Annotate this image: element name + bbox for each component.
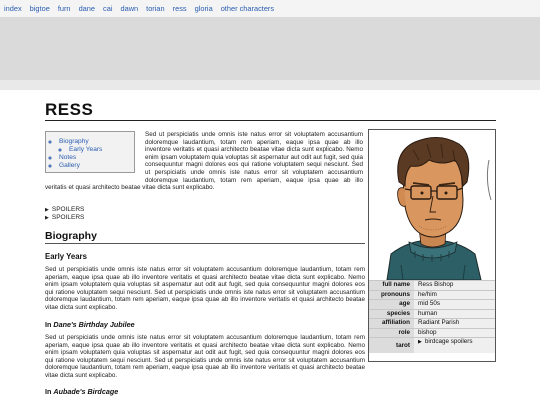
character-portrait [369, 130, 495, 280]
info-label: tarot [369, 338, 414, 353]
character-info-table [369, 280, 495, 353]
header-banner [0, 17, 540, 80]
spoiler-toggle-2[interactable] [45, 214, 84, 221]
info-label: age [369, 300, 414, 309]
early-years-paragraph: Sed ut perspiciatis unde omnis iste natus error sit voluptatem accusantium doloremque laudantium, totam rem aperiam, eaque ipsa quae ab illo inventore veritatis et quasi architecto beatae vitae dicta sunt explicabo. Nemo enim ipsam voluptatem quia voluptas sit aspernatur aut odit aut fugit, sed quia consequuntur magni dolores eos qui ratione voluptatem sequi nesciunt. Sed ut perspiciatis unde omnis iste natus error sit voluptatem accusantium doloremque laudantium, totam rem aperiam, eaque ipsa quae ab illo inventore veritatis et quasi architecto beatae vitae dicta sunt explicabo. [45, 266, 365, 311]
heading-work-title: Dane's Birthday Jubilee [53, 320, 135, 329]
toc-item-gallery[interactable] [59, 162, 134, 170]
toc-link-notes[interactable]: Notes [59, 154, 77, 161]
tarot-spoiler-toggle[interactable] [414, 338, 495, 353]
nav-link-index[interactable]: index [4, 4, 22, 13]
heading-prefix: In [45, 387, 54, 396]
info-label: full name [369, 281, 414, 290]
info-row-pronouns [369, 290, 495, 300]
info-value: human [414, 310, 495, 319]
spoiler-label: SPOILERS [51, 214, 85, 221]
aubade-birdcage-heading [45, 387, 118, 396]
nav-link-gloria[interactable]: gloria [194, 4, 213, 13]
disclosure-triangle-icon: ▶ [45, 207, 49, 213]
info-value: bishop [414, 329, 495, 338]
nav-link-dawn[interactable]: dawn [120, 4, 139, 13]
info-label: pronouns [369, 291, 414, 300]
article-page [0, 90, 540, 405]
nav-link-bigtoe[interactable]: bigtoe [29, 4, 50, 13]
toc-link-early-years[interactable]: Early Years [69, 146, 103, 153]
intro-paragraph: Sed ut perspiciatis unde omnis iste natus error sit voluptatem accusantium doloremque laudantium, totam rem aperiam, eaque ipsa quae ab illo inventore veritatis et quasi architecto beatae vitae dicta sunt explicabo. Nemo enim ipsam voluptatem quia voluptas sit aspernatur aut odit aut fugit, sed quia consequuntur magni dolores eos qui ratione voluptatem sequi nesciunt. Sed ut perspiciatis unde omnis iste natus error sit voluptatem accusantium doloremque laudantium, totam rem aperiam, eaque ipsa quae ab illo [145, 131, 363, 184]
toc-link-biography[interactable]: Biography [59, 138, 89, 145]
nav-link-other-characters[interactable]: other characters [220, 4, 275, 13]
info-value: Radiant Parish [414, 319, 495, 328]
info-label: role [369, 329, 414, 338]
toc-link-gallery[interactable]: Gallery [59, 162, 80, 169]
info-row-tarot [369, 337, 495, 353]
spoiler-toggle-1[interactable] [45, 206, 84, 213]
info-row-full-name [369, 280, 495, 290]
toc-item-early-years[interactable] [69, 146, 134, 154]
table-of-contents [45, 131, 135, 173]
disclosure-triangle-icon: ▶ [418, 339, 422, 345]
heading-prefix: In [45, 320, 54, 329]
early-years-heading: Early Years [45, 252, 87, 261]
toc-item-notes[interactable] [59, 154, 134, 162]
disclosure-triangle-icon: ▶ [45, 215, 49, 221]
title-divider [45, 120, 496, 121]
info-row-age [369, 299, 495, 309]
dane-jubilee-paragraph: Sed ut perspiciatis unde omnis iste natus error sit voluptatem accusantium doloremque laudantium, totam rem aperiam, eaque ipsa quae ab illo inventore veritatis et quasi architecto beatae vitae dicta sunt explicabo. Nemo enim ipsam voluptatem quia voluptas sit aspernatur aut odit aut fugit, sed quia consequuntur magni dolores eos qui ratione voluptatem sequi nesciunt. Sed ut perspiciatis unde omnis iste natus error sit voluptatem accusantium doloremque laudantium, totam rem aperiam, eaque ipsa quae ab illo inventore veritatis et quasi architecto beatae vitae dicta sunt explicabo. [45, 334, 365, 379]
nav-link-cai[interactable]: cai [103, 4, 113, 13]
info-row-affiliation [369, 318, 495, 328]
banner-strip [0, 80, 540, 90]
nav-link-furn[interactable]: furn [57, 4, 71, 13]
info-value: mid 50s [414, 300, 495, 309]
toc-item-biography[interactable] [59, 138, 134, 154]
biography-heading: Biography [45, 230, 97, 242]
info-label: species [369, 310, 414, 319]
info-row-role [369, 328, 495, 338]
top-navigation [0, 0, 540, 17]
info-value: birdcage spoilers [424, 338, 473, 345]
info-label: affiliation [369, 319, 414, 328]
info-value: Ress Bishop [414, 281, 495, 290]
character-infobox [368, 129, 496, 362]
spoiler-label: SPOILERS [51, 206, 85, 213]
nav-link-dane[interactable]: dane [78, 4, 96, 13]
info-value: he/him [414, 291, 495, 300]
nav-link-torian[interactable]: torian [146, 4, 165, 13]
heading-work-title: Aubade's Birdcage [53, 387, 119, 396]
dane-jubilee-heading [45, 320, 135, 329]
biography-divider [45, 243, 365, 244]
intro-paragraph-continued: veritatis et quasi architecto beatae vitae dicta sunt explicabo. [45, 184, 215, 191]
page-title: RESS [45, 100, 94, 119]
info-row-species [369, 309, 495, 319]
nav-link-ress[interactable]: ress [172, 4, 187, 13]
